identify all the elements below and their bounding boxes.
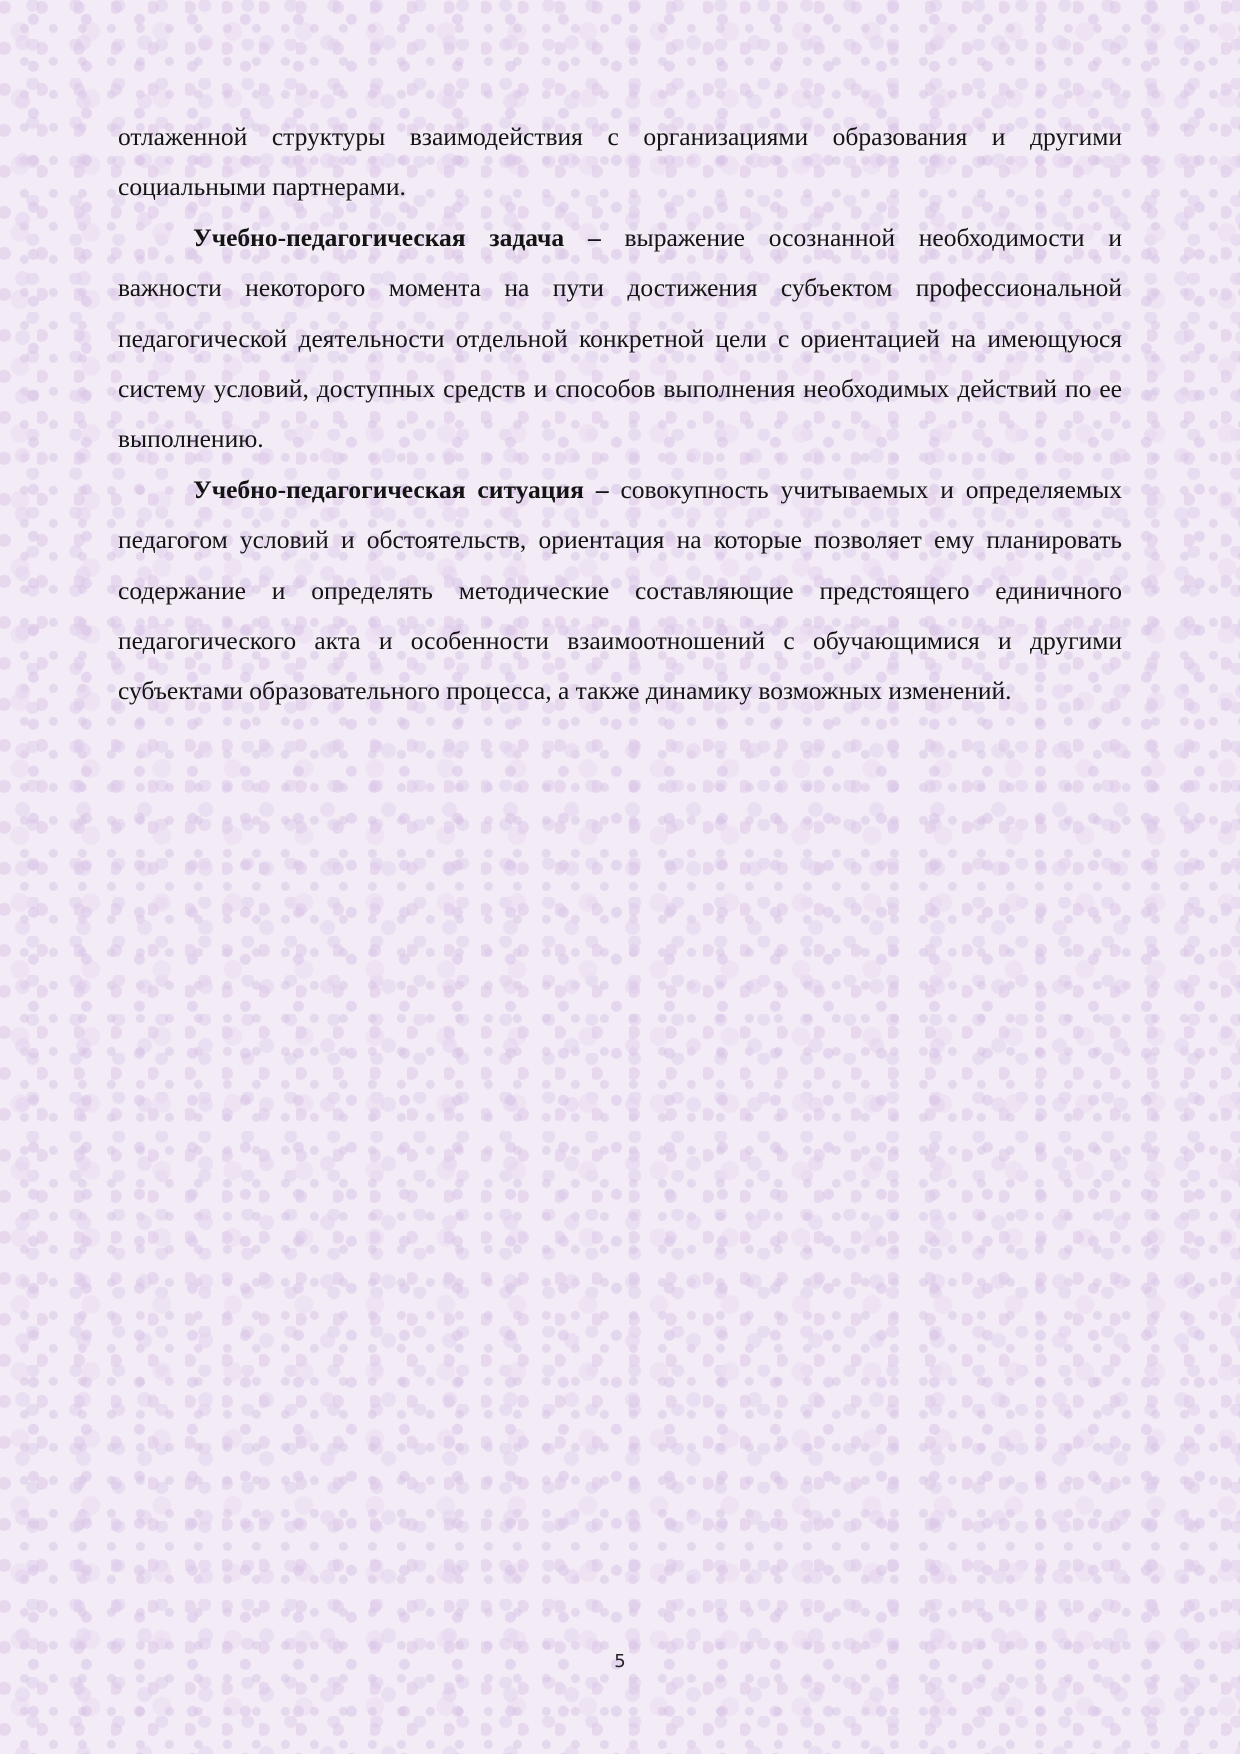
defined-term: Учебно-педагогическая ситуация – (193, 474, 609, 504)
paragraph-text: отлаженной структуры взаимодействия с организациями образования и другими социальными партнерами. (118, 122, 1122, 202)
paragraph-definition-situation (118, 465, 1122, 717)
paragraph-definition-task (118, 213, 1122, 465)
paragraph-continuation (118, 112, 1122, 213)
definition-text: выражение осознанной необходимости и важности некоторого момента на пути достижения субъектом профессиональной педагогической деятельности отдельной конкретной цели с ориентацией на имеющуюся систему условий, доступных средств и способов выполнения необходимых действий по ее выполнению. (118, 222, 1122, 454)
defined-term: Учебно-педагогическая задача – (193, 222, 601, 252)
body-text (118, 112, 1122, 717)
definition-text: совокупность учитываемых и определяемых педагогом условий и обстоятельств, ориентация на которые позволяет ему планировать содержание и определять методические составляющие предстоящего единичного педагогического акта и особенности взаимоотношений с обучающимися и другими субъектами образовательного процесса, а также динамику возможных изменений. (118, 474, 1122, 706)
page-number: 5 (614, 1651, 626, 1672)
